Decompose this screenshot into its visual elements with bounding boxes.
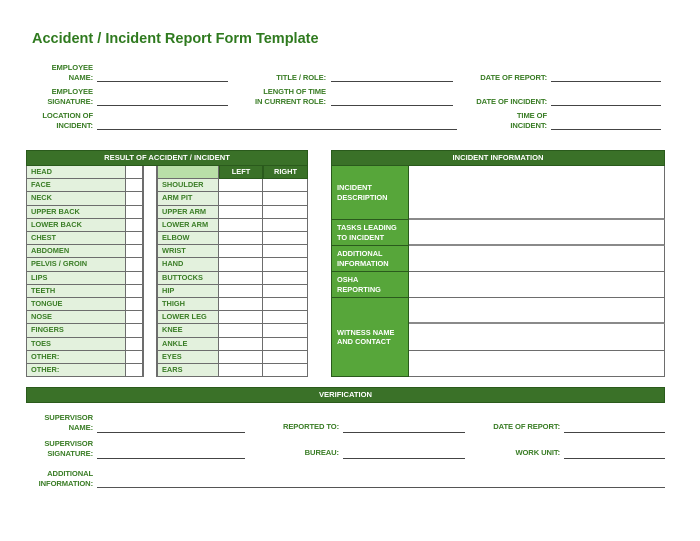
verification-date-of-report-field[interactable] (564, 432, 665, 433)
label-line: REPORTING (337, 284, 381, 294)
right-side-checkbox[interactable] (263, 245, 308, 258)
right-side-checkbox[interactable] (263, 232, 308, 245)
right-side-checkbox[interactable] (263, 311, 308, 324)
body-part-label: NOSE (26, 311, 126, 324)
body-part-checkbox[interactable] (126, 311, 143, 324)
label-line: INFORMATION: (38, 478, 93, 488)
label-line: INFORMATION (337, 258, 389, 268)
body-part-checkbox[interactable] (126, 232, 143, 245)
supervisor-name-label (30, 413, 93, 432)
label-line: OSHA (337, 275, 359, 284)
left-side-checkbox[interactable] (219, 285, 263, 298)
osha-reporting-label (331, 272, 409, 298)
body-part-label: FINGERS (26, 324, 126, 337)
label-line: SUPERVISOR (44, 413, 93, 422)
limb-label: KNEE (157, 324, 219, 337)
left-side-checkbox[interactable] (219, 179, 263, 192)
left-side-checkbox[interactable] (219, 298, 263, 311)
body-part-label: UPPER BACK (26, 206, 126, 219)
left-side-checkbox[interactable] (219, 206, 263, 219)
right-side-checkbox[interactable] (263, 338, 308, 351)
work-unit-field[interactable] (564, 458, 665, 459)
verification-additional-field[interactable] (97, 487, 665, 488)
body-part-label: TEETH (26, 285, 126, 298)
label-line: TIME OF (516, 111, 547, 120)
right-side-checkbox[interactable] (263, 179, 308, 192)
date-of-incident-label: DATE OF INCIDENT: (476, 97, 547, 106)
limb-label: ARM PIT (157, 192, 219, 205)
tasks-leading-label (331, 220, 409, 246)
body-part-checkbox[interactable] (126, 272, 143, 285)
body-part-label: PELVIS / GROIN (26, 258, 126, 271)
table-row (26, 232, 308, 245)
left-side-checkbox[interactable] (219, 245, 263, 258)
title-role-field[interactable] (331, 81, 453, 82)
right-side-checkbox[interactable] (263, 324, 308, 337)
table-row (26, 206, 308, 219)
table-row (26, 351, 308, 364)
right-side-checkbox[interactable] (263, 285, 308, 298)
label-line: LENGTH OF TIME (263, 87, 326, 96)
limb-label: EARS (157, 364, 219, 377)
incident-info-header: INCIDENT INFORMATION (331, 150, 665, 166)
additional-information-field[interactable] (409, 246, 665, 272)
body-part-label: TONGUE (26, 298, 126, 311)
body-part-checkbox[interactable] (126, 166, 143, 179)
right-column-header: RIGHT (263, 166, 308, 179)
right-side-checkbox[interactable] (263, 206, 308, 219)
incident-description-field[interactable] (409, 166, 665, 220)
employee-name-label (30, 63, 93, 82)
body-part-label: HEAD (26, 166, 126, 179)
reported-to-label: REPORTED TO: (282, 422, 339, 431)
right-side-checkbox[interactable] (263, 298, 308, 311)
reported-to-field[interactable] (343, 432, 465, 433)
verification-header: VERIFICATION (26, 387, 665, 403)
label-line: SUPERVISOR (44, 439, 93, 448)
limb-label: HIP (157, 285, 219, 298)
table-row (26, 258, 308, 271)
right-side-checkbox[interactable] (263, 364, 308, 377)
body-part-label: LIPS (26, 272, 126, 285)
table-row (26, 298, 308, 311)
left-column-header: LEFT (219, 166, 263, 179)
left-side-checkbox[interactable] (219, 272, 263, 285)
employee-name-field[interactable] (97, 81, 228, 82)
right-side-checkbox[interactable] (263, 219, 308, 232)
verification-additional-label (24, 469, 93, 488)
bureau-field[interactable] (343, 458, 465, 459)
limb-label: SHOULDER (157, 179, 219, 192)
limb-label: THIGH (157, 298, 219, 311)
table-row (26, 285, 308, 298)
body-part-label: TOES (26, 338, 126, 351)
left-side-checkbox[interactable] (219, 192, 263, 205)
incident-information-table (331, 150, 665, 378)
left-side-checkbox[interactable] (219, 258, 263, 271)
length-of-time-field[interactable] (331, 105, 453, 106)
left-side-checkbox[interactable] (219, 324, 263, 337)
body-part-checkbox[interactable] (126, 192, 143, 205)
table-row (26, 364, 308, 377)
table-row (26, 166, 308, 179)
label-line: SIGNATURE: (47, 448, 93, 458)
bureau-label: BUREAU: (304, 448, 339, 457)
body-part-checkbox[interactable] (126, 219, 143, 232)
right-side-checkbox[interactable] (263, 192, 308, 205)
employee-signature-field[interactable] (97, 105, 228, 106)
label-line: INCIDENT: (510, 120, 547, 130)
time-of-incident-label (480, 111, 547, 130)
body-part-label: CHEST (26, 232, 126, 245)
label-line: INCIDENT (337, 183, 372, 192)
osha-reporting-field[interactable] (409, 272, 665, 298)
body-part-label: FACE (26, 179, 126, 192)
body-part-checkbox[interactable] (126, 206, 143, 219)
label-line: ADDITIONAL (47, 469, 93, 478)
body-part-checkbox[interactable] (126, 179, 143, 192)
incident-description-label (331, 166, 409, 220)
label-line: DESCRIPTION (337, 192, 388, 202)
left-side-checkbox[interactable] (219, 338, 263, 351)
result-table-header: RESULT OF ACCIDENT / INCIDENT (26, 150, 308, 166)
limb-label: EYES (157, 351, 219, 364)
left-side-checkbox[interactable] (219, 219, 263, 232)
limb-label: ELBOW (157, 232, 219, 245)
location-field[interactable] (97, 129, 457, 130)
limb-label: LOWER ARM (157, 219, 219, 232)
tasks-leading-field[interactable] (409, 220, 665, 246)
left-side-checkbox[interactable] (219, 351, 263, 364)
body-part-label: OTHER: (26, 364, 126, 377)
table-row (26, 245, 308, 258)
location-label (30, 111, 93, 130)
body-part-label: OTHER: (26, 351, 126, 364)
witness-field-3[interactable] (409, 351, 665, 377)
body-part-checkbox[interactable] (126, 324, 143, 337)
body-part-checkbox[interactable] (126, 245, 143, 258)
date-of-report-field[interactable] (551, 81, 661, 82)
limb-label: ANKLE (157, 338, 219, 351)
label-line: INCIDENT: (56, 120, 93, 130)
label-line: NAME: (68, 422, 93, 432)
table-row (26, 311, 308, 324)
date-of-incident-field[interactable] (551, 105, 661, 106)
additional-information-label (331, 246, 409, 272)
body-part-checkbox[interactable] (126, 285, 143, 298)
supervisor-signature-label (30, 439, 93, 458)
table-row (26, 338, 308, 351)
verification-date-of-report-label: DATE OF REPORT: (493, 422, 560, 431)
body-part-checkbox[interactable] (126, 258, 143, 271)
label-line: LOCATION OF (42, 111, 93, 120)
table-row (26, 219, 308, 232)
witness-field-2[interactable] (409, 324, 665, 351)
limb-label: WRIST (157, 245, 219, 258)
body-part-label: LOWER BACK (26, 219, 126, 232)
witness-label (331, 298, 409, 377)
supervisor-signature-field[interactable] (97, 458, 245, 459)
body-part-label: NECK (26, 192, 126, 205)
label-line: TO INCIDENT (337, 232, 385, 242)
body-part-checkbox[interactable] (126, 298, 143, 311)
label-line: AND CONTACT (337, 337, 391, 346)
table-row (26, 192, 308, 205)
label-line: EMPLOYEE (51, 87, 93, 96)
label-line: EMPLOYEE (51, 63, 93, 72)
time-of-incident-field[interactable] (551, 129, 661, 130)
body-part-checkbox[interactable] (126, 364, 143, 377)
label-line: NAME: (68, 72, 93, 82)
left-side-checkbox[interactable] (219, 311, 263, 324)
limb-label: HAND (157, 258, 219, 271)
left-side-checkbox[interactable] (219, 364, 263, 377)
label-line: TASKS LEADING (337, 223, 397, 232)
label-line: ADDITIONAL (337, 249, 383, 258)
table-row (26, 179, 308, 192)
label-line: IN CURRENT ROLE: (255, 96, 326, 106)
label-line: SIGNATURE: (47, 96, 93, 106)
body-part-checkbox[interactable] (126, 351, 143, 364)
date-of-report-label: DATE OF REPORT: (480, 73, 547, 82)
limb-label: UPPER ARM (157, 206, 219, 219)
limb-label: BUTTOCKS (157, 272, 219, 285)
title-role-label: TITLE / ROLE: (276, 73, 326, 82)
label-line: WITNESS NAME (337, 327, 395, 337)
body-part-label: ABDOMEN (26, 245, 126, 258)
table-row (26, 324, 308, 337)
table-row (26, 272, 308, 285)
right-side-checkbox[interactable] (263, 351, 308, 364)
right-side-checkbox[interactable] (263, 272, 308, 285)
limb-label: LOWER LEG (157, 311, 219, 324)
blank-header-cell (157, 166, 219, 179)
body-part-checkbox[interactable] (126, 338, 143, 351)
witness-field-1[interactable] (409, 298, 665, 324)
right-side-checkbox[interactable] (263, 258, 308, 271)
left-side-checkbox[interactable] (219, 232, 263, 245)
result-of-accident-table (26, 150, 308, 377)
employee-signature-label (30, 87, 93, 106)
supervisor-name-field[interactable] (97, 432, 245, 433)
page-title: Accident / Incident Report Form Template (32, 31, 319, 47)
length-of-time-label (240, 87, 326, 106)
work-unit-label: WORK UNIT: (515, 448, 560, 457)
